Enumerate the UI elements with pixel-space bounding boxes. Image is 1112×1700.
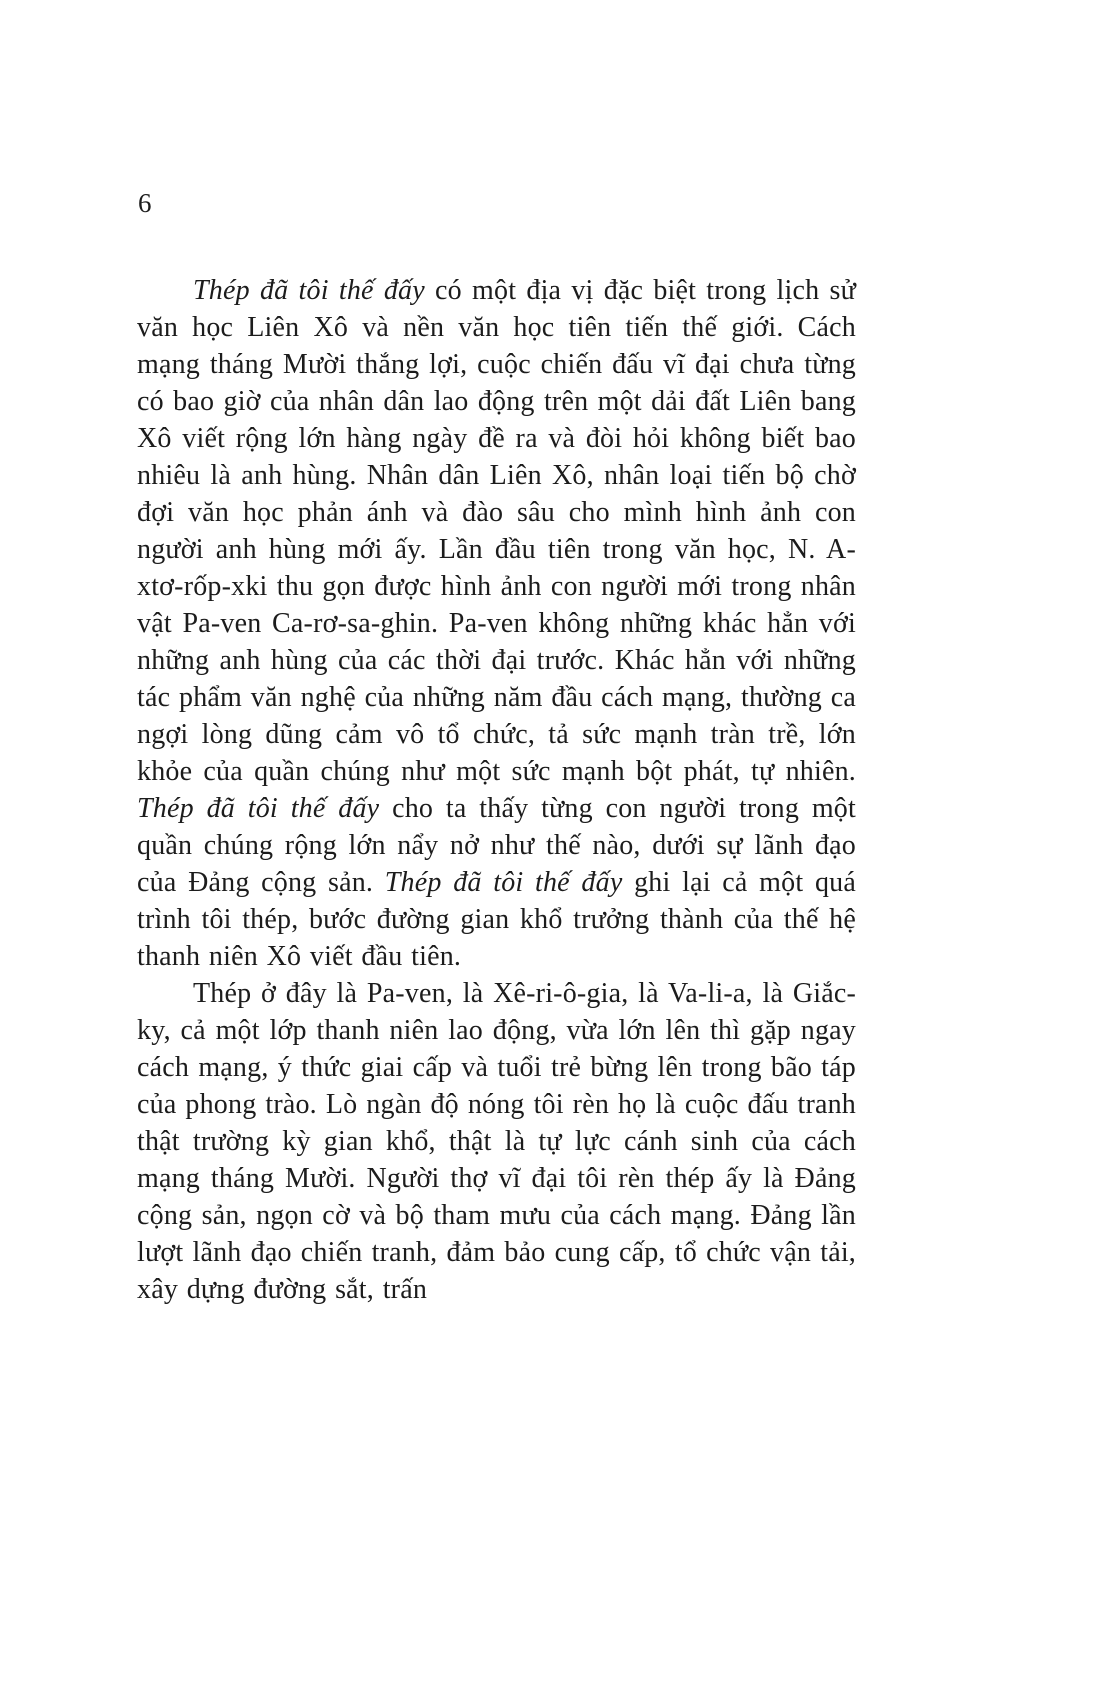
- paragraph: [137, 272, 856, 975]
- text-run: ghi lại cả một quá trình tôi thép, bước đường gian khổ trưởng thành của thế hệ thanh niên Xô viết đầu tiên.: [137, 867, 856, 972]
- book-title-italic: Thép đã tôi thế đấy: [384, 867, 623, 898]
- text-run: cho ta thấy từng con người trong một quần chúng rộng lớn nẩy nở như thế nào, dưới sự lãnh đạo của Đảng cộng sản.: [137, 793, 856, 898]
- page-content: [137, 272, 856, 1308]
- text-run: Thép ở đây là Pa-ven, là Xê-ri-ô-gia, là Va-li-a, là Giắc-ky, cả một lớp thanh niên lao động, vừa lớn lên thì gặp ngay cách mạng, ý thức giai cấp và tuổi trẻ bừng lên trong bão táp của phong trào. Lò ngàn độ nóng tôi rèn họ là cuộc đấu tranh thật trường kỳ gian khổ, thật là tự lực cánh sinh của cách mạng tháng Mười. Người thợ vĩ đại tôi rèn thép ấy là Đảng cộng sản, ngọn cờ và bộ tham mưu của cách mạng. Đảng lần lượt lãnh đạo chiến tranh, đảm bảo cung cấp, tổ chức vận tải, xây dựng đường sắt, trấn: [137, 978, 856, 1305]
- page-number: 6: [138, 188, 152, 218]
- paragraph: [137, 975, 856, 1308]
- book-title-italic: Thép đã tôi thế đấy: [193, 275, 425, 306]
- text-run: có một địa vị đặc biệt trong lịch sử văn học Liên Xô và nền văn học tiên tiến thế giới. Cách mạng tháng Mười thắng lợi, cuộc chiến đấu vĩ đại chưa từng có bao giờ của nhân dân lao động trên một dải đất Liên bang Xô viết rộng lớn hàng ngày đề ra và đòi hỏi không biết bao nhiêu là anh hùng. Nhân dân Liên Xô, nhân loại tiến bộ chờ đợi văn học phản ánh và đào sâu cho mình hình ảnh con người anh hùng mới ấy. Lần đầu tiên trong văn học, N. A-xtơ-rốp-xki thu gọn được hình ảnh con người mới trong nhân vật Pa-ven Ca-rơ-sa-ghin. Pa-ven không những khác hẳn với những anh hùng của các thời đại trước. Khác hẳn với những tác phẩm văn nghệ của những năm đầu cách mạng, thường ca ngợi lòng dũng cảm vô tổ chức, tả sức mạnh tràn trề, lớn khỏe của quần chúng như một sức mạnh bột phát, tự nhiên.: [137, 275, 856, 787]
- book-title-italic: Thép đã tôi thế đấy: [137, 793, 380, 824]
